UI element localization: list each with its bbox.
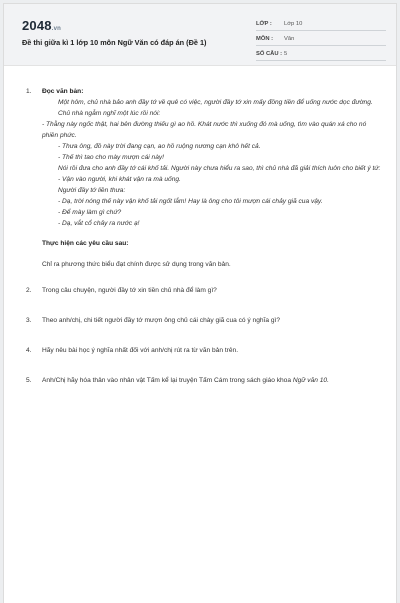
question-number: 5. <box>26 377 32 384</box>
requirement-title: Thực hiện các yêu cầu sau: <box>42 240 129 247</box>
textbook-title: Ngữ văn 10. <box>292 377 329 384</box>
exam-meta <box>256 18 386 63</box>
document-header <box>4 4 396 66</box>
passage-paragraph: - Dạ, vắt cổ chảy ra nước ạ! <box>58 220 140 227</box>
logo-main-text: 2048 <box>22 18 52 33</box>
question-5 <box>26 375 382 386</box>
passage-paragraph: - Thằng này ngốc thật, hai bên đường thiếu gì ao hồ. Khát nước thì xuống đó mà uống, tìm vào quán xá cho nó phiền phức. <box>42 121 367 139</box>
question-1 <box>26 86 382 270</box>
question-number: 4. <box>26 347 32 354</box>
reading-passage <box>42 97 382 229</box>
passage-paragraph: - Thế thì tao cho mày mượn cái này! <box>58 154 165 161</box>
meta-key-question-count: SỐ CÂU : <box>256 50 283 57</box>
document-page <box>3 3 397 603</box>
passage-paragraph: Chủ nhà ngẫm nghĩ một lúc rồi nói: <box>58 110 161 117</box>
meta-row-question-count <box>256 48 386 61</box>
meta-value-question-count: 5 <box>284 50 288 57</box>
question-text: Hãy nêu bài học ý nghĩa nhất đối với anh/chị rút ra từ văn bản trên. <box>42 347 239 354</box>
meta-row-subject <box>256 33 386 46</box>
passage-paragraph: - Để mày làm gì chứ? <box>58 209 122 216</box>
meta-row-grade <box>256 18 386 31</box>
passage-paragraph: Nói rồi đưa cho anh đầy tớ cái khố tải. Người này chưa hiểu ra sao, thì chủ nhà đã giải thích luôn cho biết ý tứ: <box>58 165 381 172</box>
question-number: 2. <box>26 287 32 294</box>
meta-value-grade: Lớp 10 <box>284 20 303 27</box>
question-4 <box>26 345 382 356</box>
question-3 <box>26 315 382 326</box>
passage-paragraph: - Dạ, trời nóng thế này vận khố tải ngốt lắm! Hay là ông cho tôi mượn cái chảy giã cua vậy. <box>58 198 323 205</box>
exam-title: Đề thi giữa kì 1 lớp 10 môn Ngữ Văn có đáp án (Đề 1) <box>22 38 207 47</box>
question-text: Trong câu chuyện, người đầy tớ xin tiền chủ nhà để làm gì? <box>42 287 217 294</box>
passage-paragraph: Người đầy tớ liền thưa: <box>58 187 126 194</box>
question-number: 3. <box>26 317 32 324</box>
reading-title: Đọc văn bản: <box>42 88 84 95</box>
question-2 <box>26 285 382 296</box>
meta-key-grade: LỚP : <box>256 20 272 27</box>
requirement-text: Chỉ ra phương thức biểu đạt chính được sử dụng trong văn bản. <box>42 261 231 268</box>
passage-paragraph: - Vận vào người, khi khát vận ra mà uống. <box>58 176 181 183</box>
questions-list <box>26 86 382 386</box>
meta-value-subject: Văn <box>284 35 295 42</box>
question-number: 1. <box>26 88 32 95</box>
question-text-main: Anh/Chị hãy hóa thân vào nhân vật Tấm kể lại truyện Tấm Cám trong sách giáo khoa <box>42 377 293 384</box>
passage-paragraph: Một hôm, chủ nhà bảo anh đầy tớ về quê có việc, người đầy tớ xin mấy đồng tiền để uống nước dọc đường. <box>58 99 373 106</box>
site-logo[interactable] <box>22 18 61 33</box>
question-text: Theo anh/chị, chi tiết người đầy tớ mượn ông chủ cái chày giã cua có ý nghĩa gì? <box>42 317 281 324</box>
meta-key-subject: MÔN : <box>256 35 274 42</box>
passage-paragraph: - Thưa ông, đồ này trời đang cạn, ao hồ ruộng nương cạn khô hết cả. <box>58 143 261 150</box>
question-text <box>42 375 382 386</box>
logo-suffix-text: .vn <box>51 26 62 32</box>
